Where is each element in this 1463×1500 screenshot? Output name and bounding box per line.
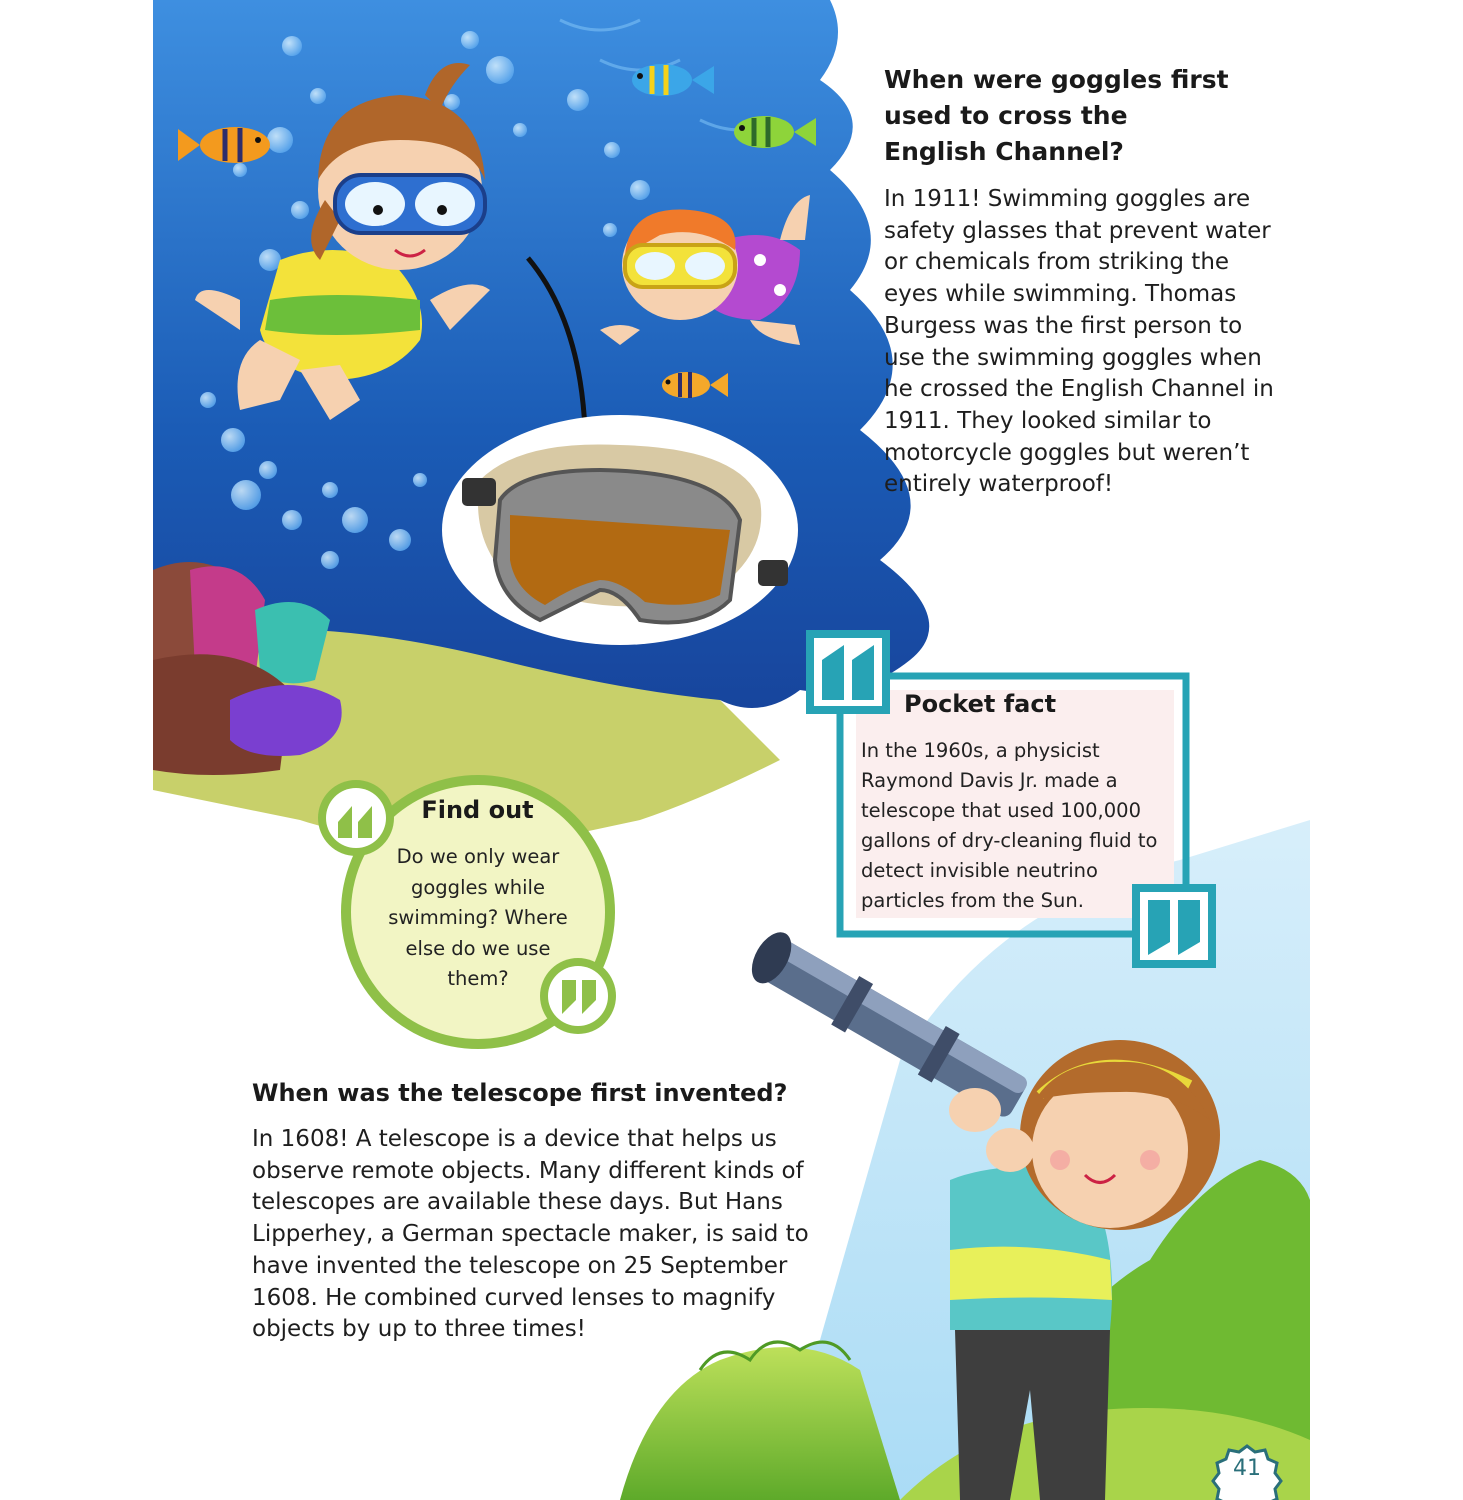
telescope-question-heading: When was the telescope first invented? — [252, 1079, 788, 1107]
pocket-fact-title: Pocket fact — [904, 690, 1057, 718]
find-out-text: Do we only wear goggles while swimming? Where else do we use them? — [388, 845, 568, 990]
pocket-fact-text: In the 1960s, a physicist Raymond Davis Jr. made a telescope that used 100,000 gallons of dry-cleaning fluid to detect invisible neutrino particles from the Sun. — [861, 739, 1158, 912]
goggles-answer-text: In 1911! Swimming goggles are safety glasses that prevent water or chemicals from striking the eyes while swimming. Thomas Burgess was the first person to use the swimming goggles when he crossed the English Channel in 1911. They looked similar to motorcycle goggles but weren’t entirely waterproof! — [884, 186, 1274, 498]
goggles-question-heading: When were goggles first used to cross the English Channel? — [884, 65, 1229, 166]
page-number: 41 — [1233, 1456, 1261, 1481]
find-out-title: Find out — [421, 796, 534, 824]
open-quote-icon — [806, 630, 890, 714]
telescope-answer-text: In 1608! A telescope is a device that helps us observe remote objects. Many different kinds of telescopes are available these days. But Hans Lipperhey, a German spectacle maker, is said to have invented the telescope on 25 September 1608. He combined curved lenses to magnify objects by up to three times! — [252, 1126, 809, 1343]
